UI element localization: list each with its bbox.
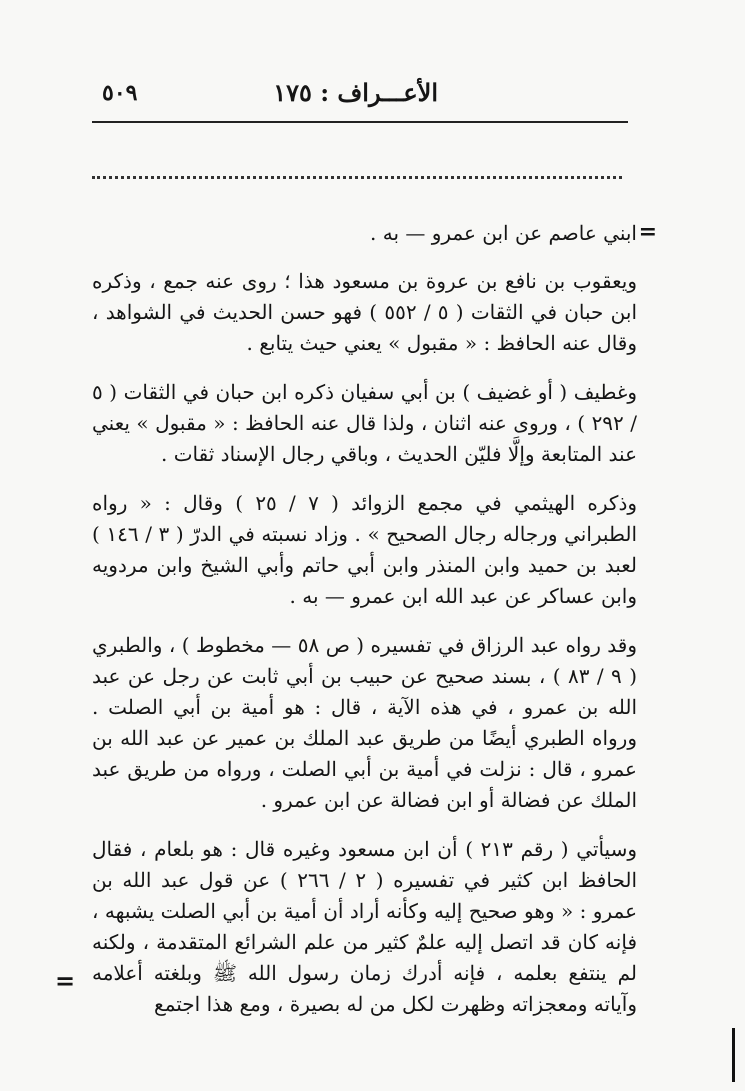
paragraph-1-text: ابني عاصم عن ابن عمرو — به . bbox=[370, 221, 637, 245]
continuation-mark-end: = bbox=[55, 966, 76, 995]
paragraph-5: وقد رواه عبد الرزاق في تفسيره ( ص ٥٨ — مخطوط ) ، والطبري ( ٩ / ٨٣ ) ، بسند صحيح عن حبيب بن أبي ثابت عن رجل عن عبد الله بن عمرو ، في هذه الآية ، قال : هو أمية بن أبي الصلت . ورواه الطبري أيضًا من طريق عبد الملك بن عمير عن عبد الله بن عمرو ، قال : نزلت في أمية بن أبي الصلت ، ورواه من طريق عبد الملك عن فضالة أو ابن فضالة عن ابن عمرو . bbox=[92, 633, 638, 812]
header-rule bbox=[92, 121, 628, 123]
continuation-mark-start: = bbox=[638, 219, 657, 245]
footnote-body bbox=[92, 218, 657, 1038]
page-header bbox=[92, 78, 628, 118]
paragraph-4: وذكره الهيثمي في مجمع الزوائد ( ٧ / ٢٥ ) وقال : « رواه الطبراني ورجاله رجال الصحيح » . وزاد نسبته في الدرّ ( ٣ / ١٤٦ ) لعبد بن حميد وابن المنذر وابن أبي حاتم وأبي الشيخ وابن مردويه وابن عساكر عن عبد الله ابن عمرو — به . bbox=[92, 491, 638, 608]
paragraph-3: وغطيف ( أو غضيف ) بن أبي سفيان ذكره ابن حبان في الثقات ( ٥ / ٢٩٢ ) ، وروى عنه اثنان ، ولذا قال عنه الحافظ : « مقبول » يعني عند المتابعة وإلَّا فليّن الحديث ، وباقي رجال الإسناد ثقات . bbox=[92, 380, 637, 466]
dotted-separator bbox=[92, 176, 622, 179]
paragraph-1 bbox=[92, 218, 657, 249]
page-edge-line bbox=[732, 1028, 735, 1082]
page-number: ٥٠٩ bbox=[102, 80, 138, 106]
paragraph-6: وسيأتي ( رقم ٢١٣ ) أن ابن مسعود وغيره قال : هو بلعام ، فقال الحافظ ابن كثير في تفسيره ( ٢ / ٢٦٦ ) عن قول عبد الله بن عمرو : « وهو صحيح إليه وكأنه أراد أن أمية بن أبي الصلت يشبهه ، فإنه كان قد اتصل إليه علمٌ كثير من علم الشرائع المتقدمة ، ولكنه لم ينتفع بعلمه ، فإنه أدرك زمان رسول الله ﷺ وبلغته أعلامه وآياته ومعجزاته وظهرت لكل من له بصيرة ، ومع هذا اجتمع bbox=[92, 837, 638, 1016]
surah-verse-title: الأعـــراف : ١٧٥ bbox=[273, 78, 438, 107]
paragraph-2: ويعقوب بن نافع بن عروة بن مسعود هذا ؛ روى عنه جمع ، وذكره ابن حبان في الثقات ( ٥ / ٥٥٢ ) فهو حسن الحديث في الشواهد ، وقال عنه الحافظ : « مقبول » يعني حيث يتابع . bbox=[92, 269, 637, 355]
